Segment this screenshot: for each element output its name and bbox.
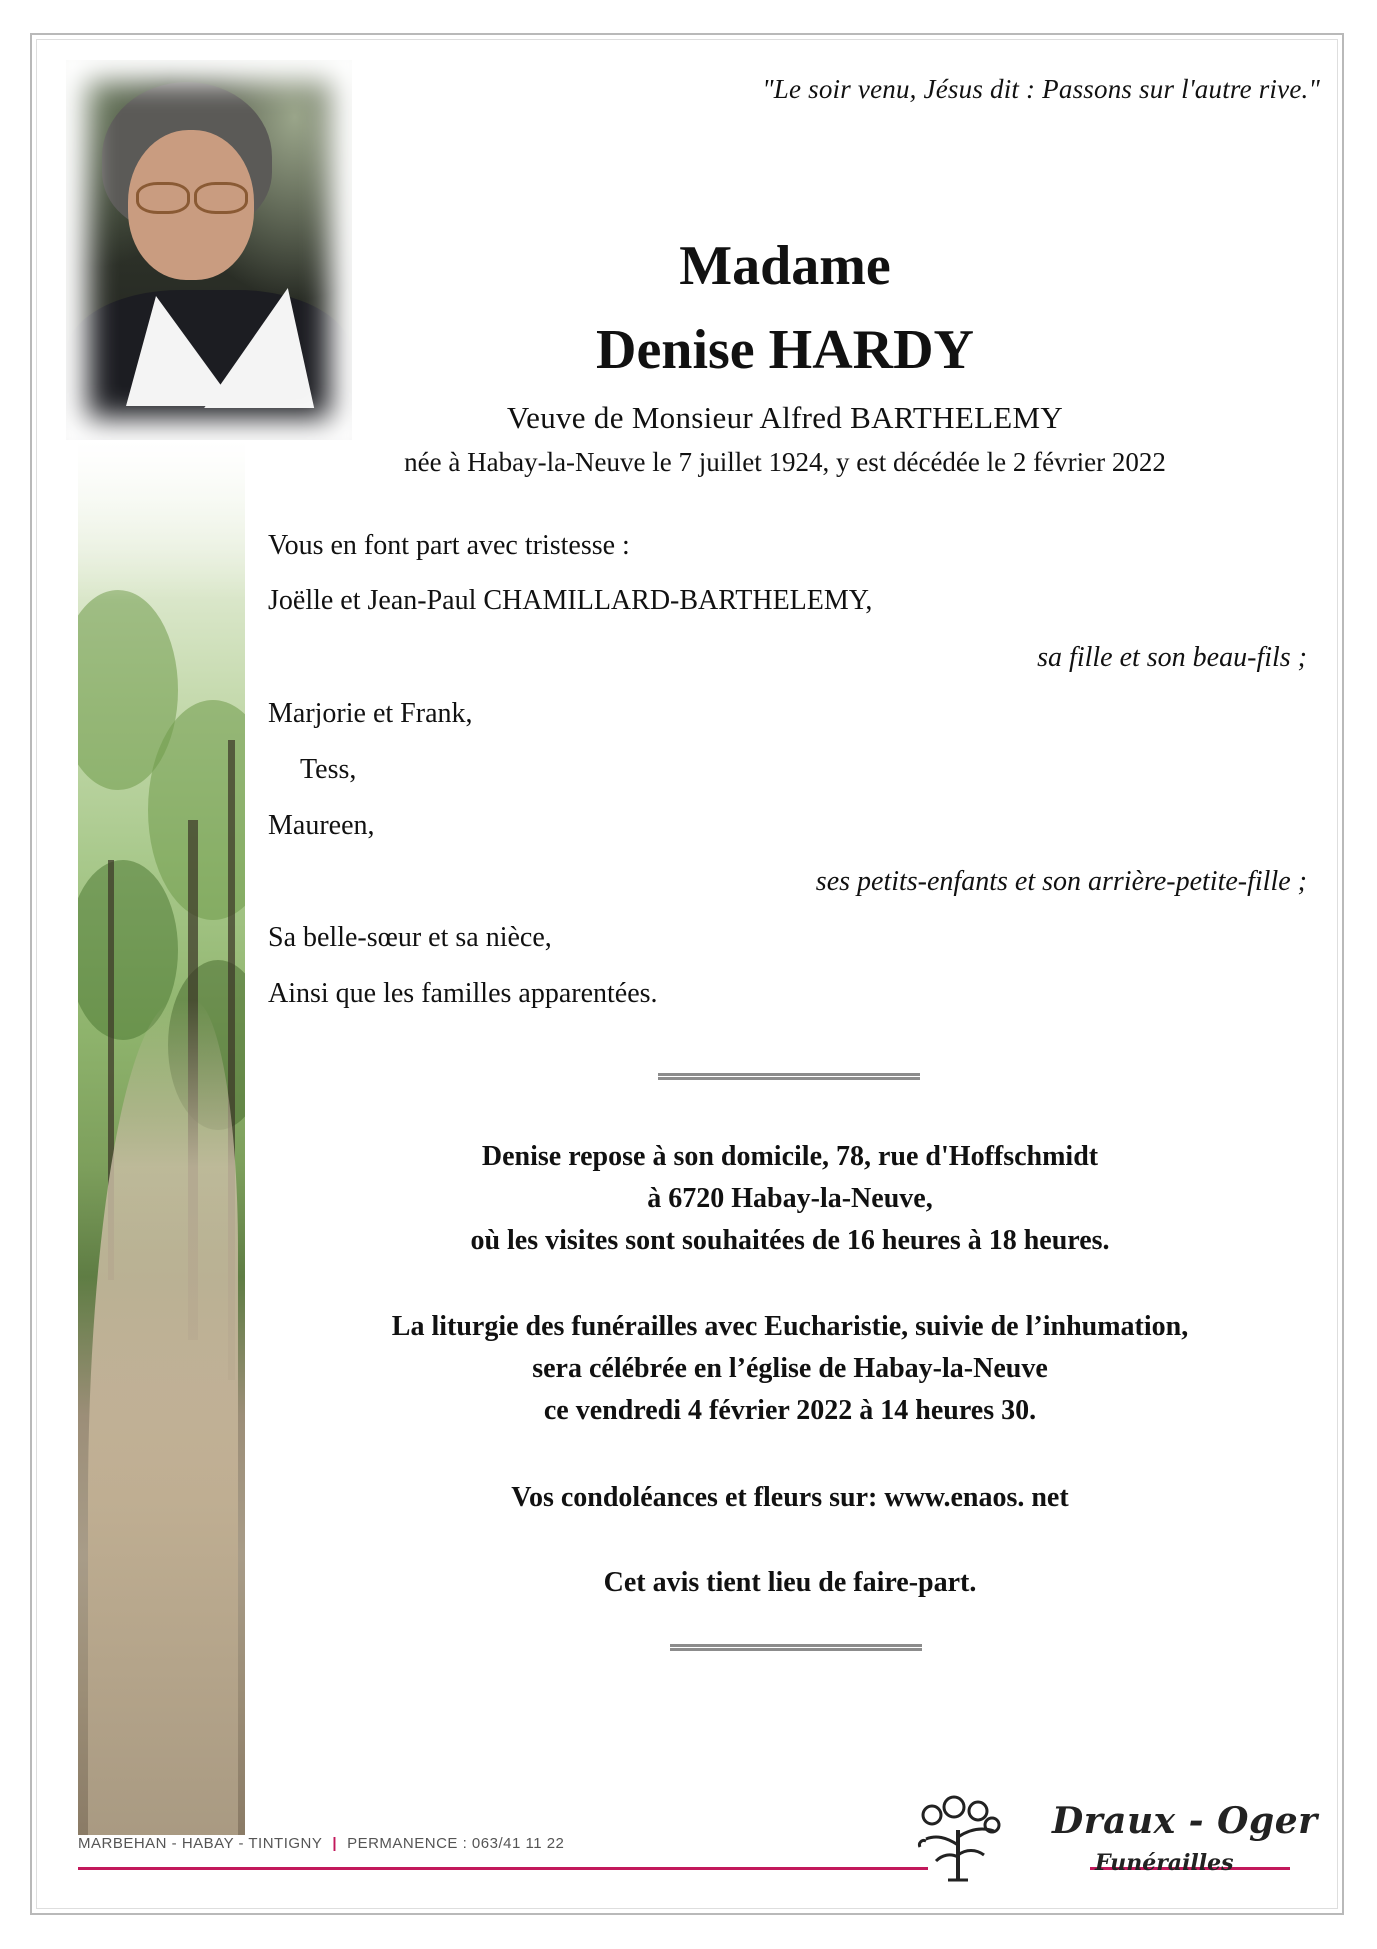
rest-line-1: Denise repose à son domicile, 78, rue d'Hoffschmidt <box>481 1141 1099 1172</box>
footer-locations: MARBEHAN - HABAY - TINTIGNY <box>78 1835 323 1852</box>
separator-top <box>658 1073 920 1080</box>
separator-bottom <box>670 1644 922 1651</box>
grandchild-1: Marjorie et Frank, <box>268 698 473 729</box>
grandchildren-relation: ses petits-enfants et son arrière-petite-fille ; <box>815 866 1307 897</box>
notice-line: Cet avis tient lieu de faire-part. <box>603 1567 977 1598</box>
footer-contact <box>78 1835 564 1852</box>
honorific-title: Madame <box>679 235 891 297</box>
liturgy-line-1: La liturgie des funérailles avec Eucharistie, suivie de l’inhumation, <box>391 1311 1189 1342</box>
grandchild-2: Maureen, <box>268 810 375 841</box>
condolences-line: Vos condoléances et fleurs sur: www.enaos. net <box>511 1482 1069 1513</box>
brand-subtitle: Funérailles <box>1095 1850 1234 1876</box>
family-intro: Vous en font part avec tristesse : <box>268 530 630 561</box>
rest-location <box>300 1136 1280 1262</box>
great-grandchild: Tess, <box>300 754 357 785</box>
funeral-liturgy <box>300 1306 1280 1432</box>
widow-of-line: Veuve de Monsieur Alfred BARTHELEMY <box>506 400 1064 435</box>
children-relation: sa fille et son beau-fils ; <box>1037 642 1307 673</box>
brand-name: Draux - Oger <box>1052 1800 1318 1842</box>
deceased-name: Denise HARDY <box>596 319 974 381</box>
in-laws: Sa belle-sœur et sa nièce, <box>268 922 552 953</box>
related-families: Ainsi que les familles apparentées. <box>268 978 658 1009</box>
footer-permanence: PERMANENCE : 063/41 11 22 <box>347 1835 565 1852</box>
rest-line-2: à 6720 Habay-la-Neuve, <box>647 1183 933 1214</box>
liturgy-line-2: sera célébrée en l’église de Habay-la-Neuve <box>532 1353 1048 1384</box>
forest-path-image <box>78 440 245 1835</box>
scripture-quote: "Le soir venu, Jésus dit : Passons sur l'autre rive." <box>762 74 1320 104</box>
footer-pipe: | <box>332 1835 338 1852</box>
birth-death-line: née à Habay-la-Neuve le 7 juillet 1924, y est décédée le 2 février 2022 <box>404 447 1166 477</box>
family-children: Joëlle et Jean-Paul CHAMILLARD-BARTHELEMY, <box>268 585 873 616</box>
footer-accent-line <box>78 1867 928 1870</box>
liturgy-line-3: ce vendredi 4 février 2022 à 14 heures 30. <box>543 1395 1037 1426</box>
tree-logo-icon <box>908 1785 1008 1885</box>
portrait-photo <box>66 60 352 440</box>
rest-line-3: où les visites sont souhaitées de 16 heures à 18 heures. <box>470 1225 1110 1256</box>
